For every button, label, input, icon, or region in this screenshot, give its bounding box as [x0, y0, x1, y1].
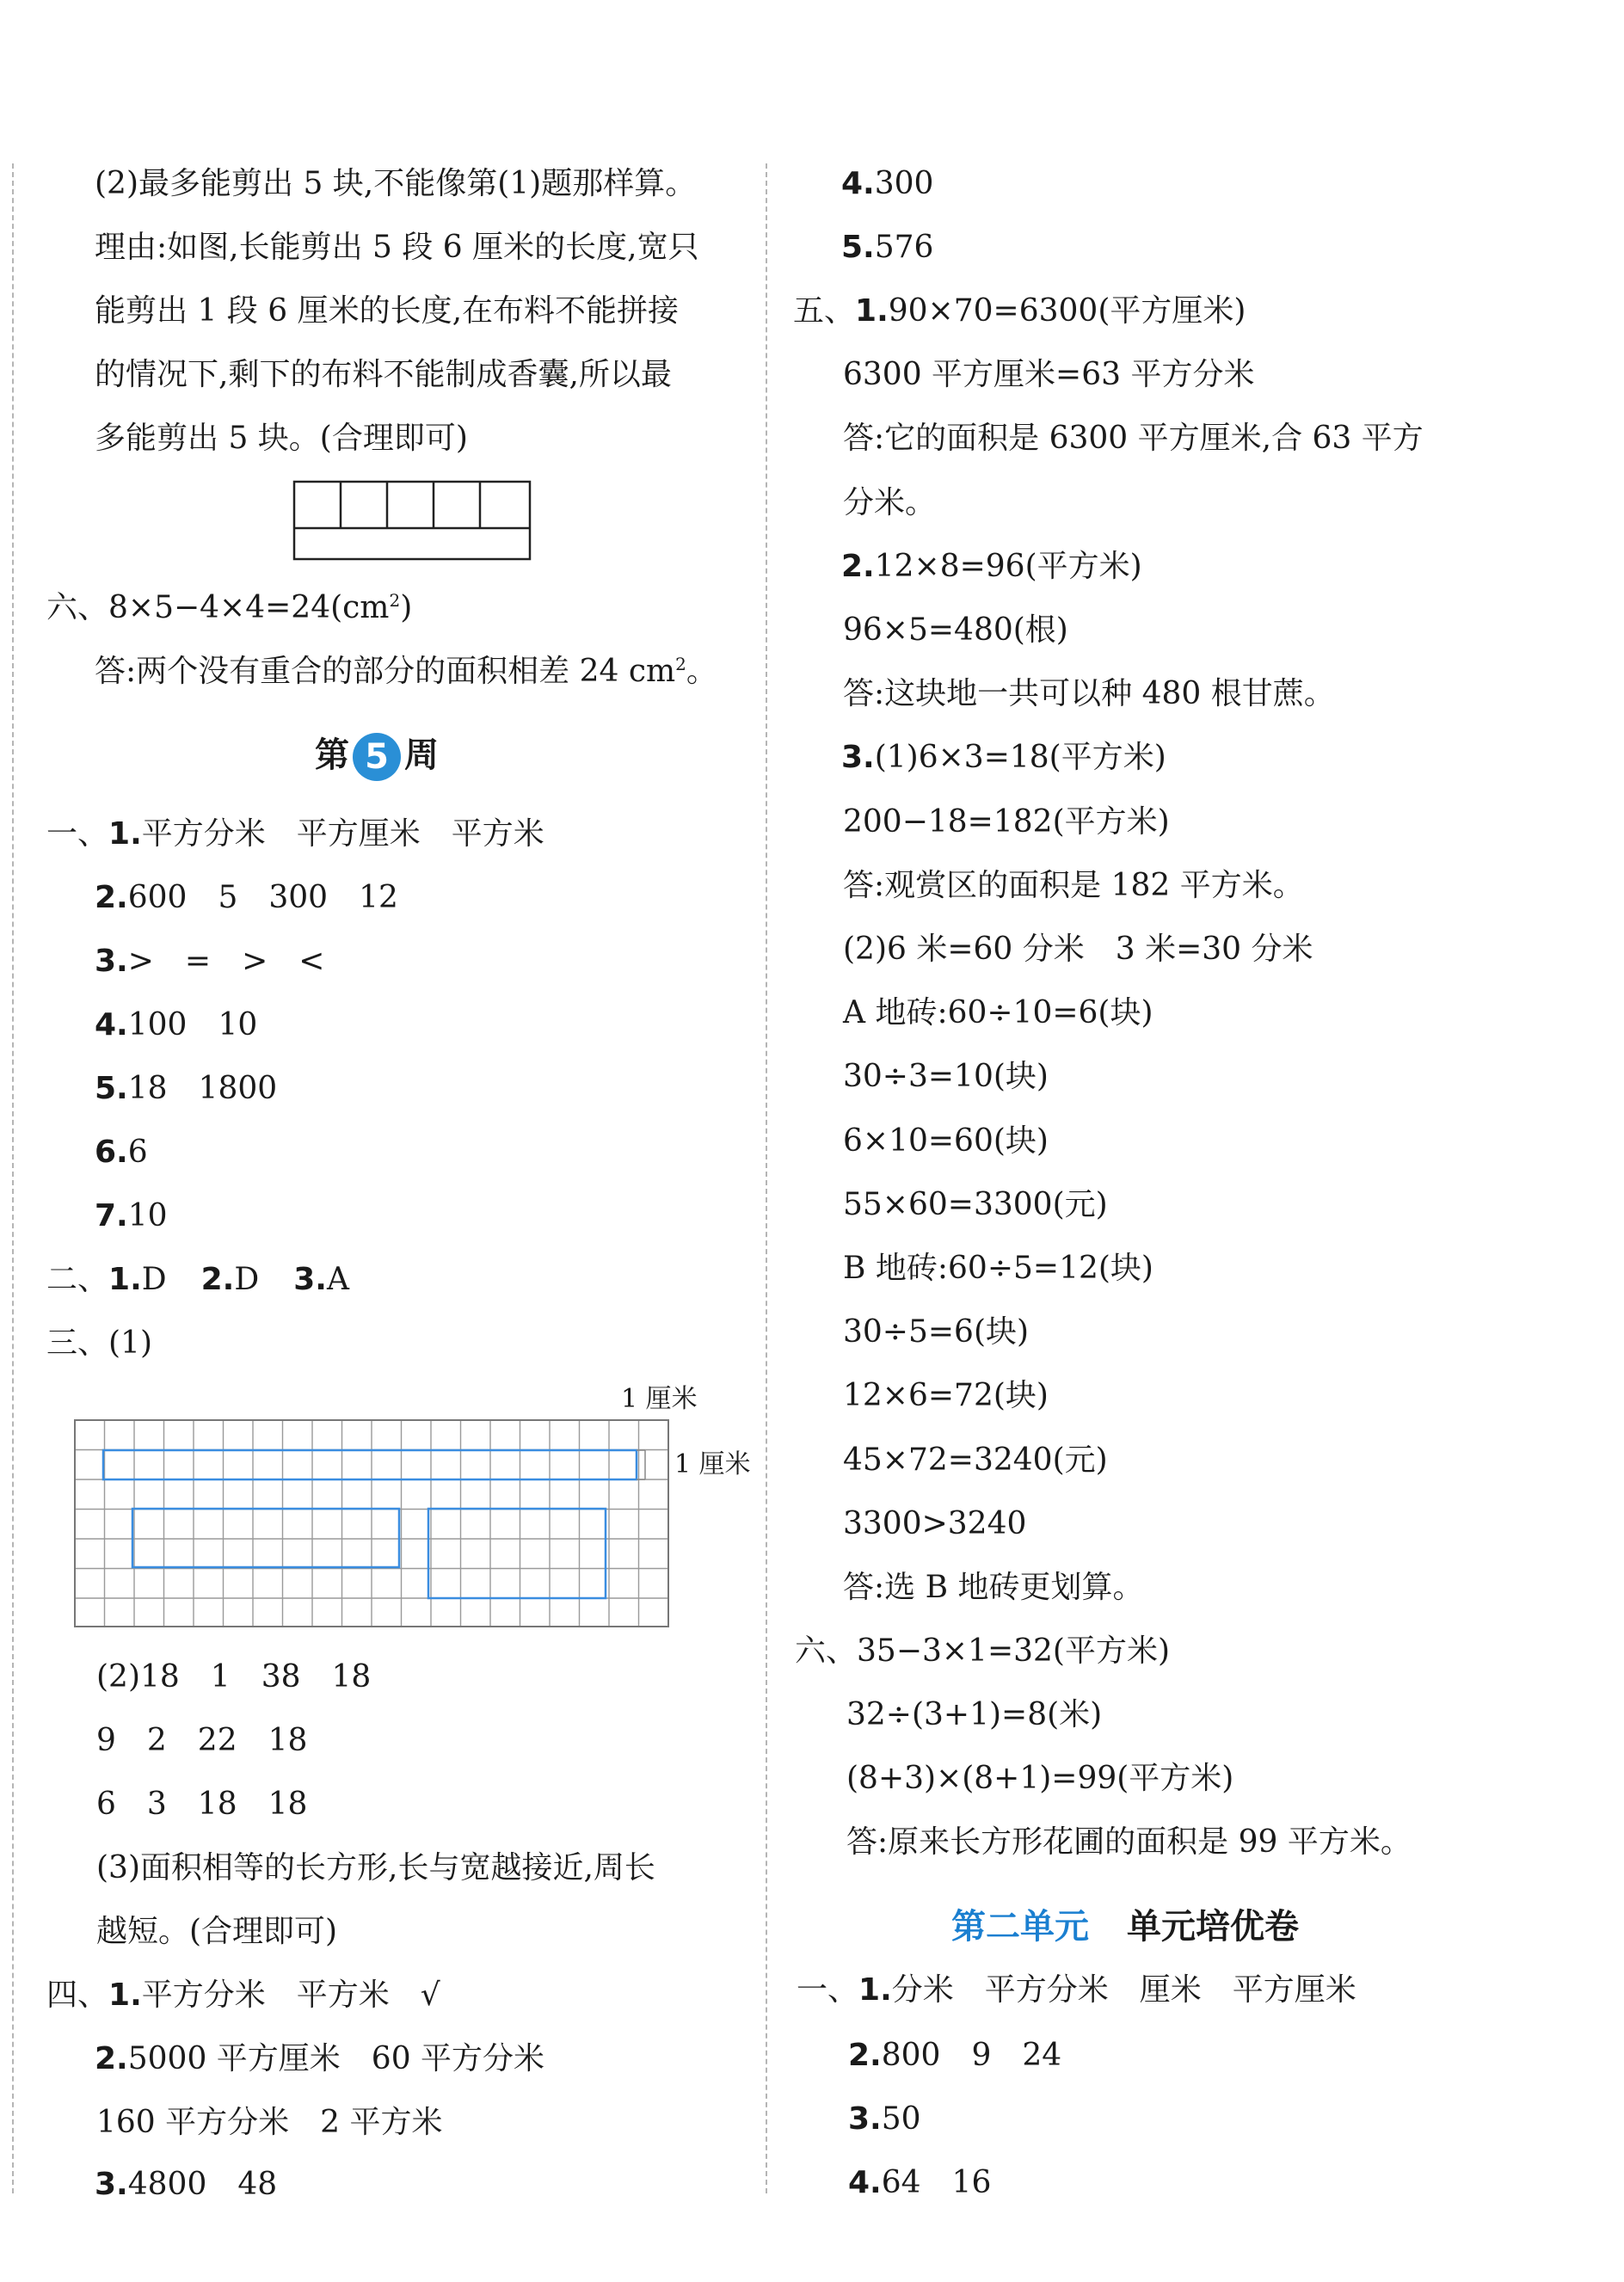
s4-num: 3. — [95, 2167, 128, 2202]
s5-line — [843, 485, 937, 520]
week-heading — [315, 728, 439, 781]
s5-text: (1)6×3=18(平方米) — [874, 740, 1166, 775]
grid-diagram — [74, 1419, 676, 1634]
s5-text: 分米。 — [843, 485, 937, 520]
s1-text: 18 1800 — [127, 1071, 278, 1106]
u1-row-3 — [848, 2101, 921, 2137]
s5-text: A 地砖:60÷10=6(块) — [843, 995, 1153, 1030]
s5-line — [843, 423, 1424, 454]
u1-num: 1. — [858, 1972, 892, 2008]
s5-text: 30÷3=10(块) — [843, 1059, 1049, 1094]
s5-text: 90×70=6300(平方厘米) — [888, 293, 1246, 329]
s1-text: 6 — [127, 1135, 148, 1170]
s2-num: 3. — [293, 1262, 327, 1297]
unit-heading-a: 第二单元 — [951, 1907, 1089, 1947]
right-top-5 — [841, 232, 933, 263]
u1-num: 3. — [848, 2101, 882, 2137]
right-top-num: 5. — [841, 230, 875, 265]
s5-line — [843, 995, 1153, 1030]
s5-line — [841, 551, 1142, 582]
u1-row-4 — [848, 2165, 992, 2200]
s3-label: 三、 — [46, 1326, 109, 1361]
s1-num: 4. — [95, 1007, 128, 1043]
s2-text: A — [326, 1262, 349, 1297]
unit-heading — [951, 1899, 1299, 1948]
s4-text: 5000 平方厘米 60 平方分米 — [127, 2041, 545, 2076]
right-top-num: 4. — [841, 166, 875, 201]
s5-line — [843, 676, 1335, 711]
s5-text: B 地砖:60÷5=12(块) — [843, 1251, 1153, 1286]
s5-line — [793, 293, 1246, 329]
s5-text: (2)6 米=60 分米 3 米=30 分米 — [843, 932, 1313, 967]
s5-text: 45×72=3240(元) — [843, 1442, 1108, 1478]
u1-row-1 — [797, 1972, 1356, 2008]
u1-text: 64 16 — [881, 2165, 992, 2200]
u1-text: 分米 平方分米 厘米 平方厘米 — [891, 1972, 1356, 2008]
u1-label: 一、 — [797, 1972, 859, 2008]
left-line-5: 多能剪出 5 块。(合理即可) — [95, 421, 468, 456]
s5-text: 答:它的面积是 6300 平方厘米,合 63 平方 — [843, 421, 1424, 456]
u1-text: 800 9 24 — [881, 2038, 1062, 2073]
s1-text: 平方分米 平方厘米 平方米 — [141, 816, 544, 852]
s1-text: 10 — [127, 1198, 168, 1233]
s1-num: 3. — [95, 944, 128, 979]
section-six-expr: 8×5−4×4=24(cm — [108, 590, 390, 625]
s2-row — [46, 1264, 349, 1295]
s6-text: 答:原来长方形花圃的面积是 99 平方米。 — [846, 1824, 1412, 1860]
s5-line — [843, 870, 1304, 901]
right-top-text: 300 — [874, 166, 934, 201]
s1-num: 1. — [108, 816, 142, 852]
s4-num: 2. — [95, 2041, 128, 2076]
s5-line — [843, 357, 1255, 392]
s2-text: D — [234, 1262, 260, 1297]
s1-row-1 — [46, 816, 544, 852]
s4-text: 4800 48 — [127, 2167, 278, 2202]
u1-text: 50 — [881, 2101, 921, 2137]
s4-label: 四、 — [46, 1978, 109, 2013]
s1-num: 7. — [95, 1198, 128, 1233]
s6-line — [795, 1633, 1171, 1669]
u1-num: 4. — [848, 2165, 882, 2200]
s4-num: 1. — [108, 1978, 142, 2013]
s5-line — [843, 1506, 1027, 1541]
s5-text: 12×8=96(平方米) — [874, 549, 1142, 584]
s5-text: 6×10=60(块) — [843, 1123, 1049, 1159]
cutting-diagram — [292, 480, 533, 563]
s5-text: 答:选 B 地砖更划算。 — [843, 1570, 1144, 1605]
s1-text: 100 10 — [127, 1007, 258, 1043]
s5-text: 6300 平方厘米=63 平方分米 — [843, 357, 1255, 392]
s5-text: 96×5=480(根) — [843, 612, 1068, 648]
s2-num: 1. — [108, 1262, 142, 1297]
s1-row-7 — [95, 1198, 168, 1233]
s6-text: (8+3)×(8+1)=99(平方米) — [846, 1761, 1234, 1796]
s5-line — [843, 934, 1313, 965]
u1-row-2 — [848, 2040, 1061, 2071]
section-six-answer-text: 答:两个没有重合的部分的面积相差 24 cm — [95, 654, 676, 689]
s5-text: 30÷5=6(块) — [843, 1314, 1030, 1350]
s1-row-6 — [95, 1137, 148, 1168]
s5-text: 12×6=72(块) — [843, 1378, 1049, 1413]
s4-row-4 — [95, 2169, 277, 2200]
s3-part3-a: (3)面积相等的长方形,长与宽越接近,周长 — [96, 1850, 655, 1885]
right-top-text: 576 — [874, 230, 934, 265]
s1-num: 5. — [95, 1071, 128, 1106]
left-line-2: 理由:如图,长能剪出 5 段 6 厘米的长度,宽只 — [95, 230, 699, 265]
s5-line — [843, 1378, 1049, 1413]
left-line-1: (2)最多能剪出 5 块,不能像第(1)题那样算。 — [95, 166, 697, 201]
s5-line — [843, 1187, 1108, 1222]
s5-line — [843, 612, 1068, 648]
s3-first-line — [46, 1328, 152, 1359]
section-six-answer-end: 。 — [686, 654, 717, 689]
s1-num: 6. — [95, 1135, 128, 1170]
s5-line — [843, 1253, 1153, 1284]
s3-row-3: 6 3 18 18 — [96, 1787, 308, 1822]
s5-text: 3300>3240 — [843, 1506, 1027, 1541]
week-number-badge: 5 — [353, 733, 401, 781]
s5-text: 答:观赏区的面积是 182 平方米。 — [843, 868, 1304, 903]
s5-text: 200−18=182(平方米) — [843, 804, 1170, 840]
s2-label: 二、 — [46, 1262, 109, 1297]
section-six-sup: 2 — [389, 590, 401, 611]
s1-row-2 — [95, 880, 398, 915]
week-heading-post: 周 — [404, 735, 439, 775]
s6-text: 32÷(3+1)=8(米) — [846, 1697, 1103, 1732]
s5-num: 3. — [841, 740, 875, 775]
s1-text: 600 5 300 12 — [127, 880, 398, 915]
s3-row-2: 9 2 22 18 — [96, 1723, 308, 1758]
unit-heading-b: 单元培优卷 — [1127, 1907, 1299, 1947]
left-line-3: 能剪出 1 段 6 厘米的长度,在布料不能拼接 — [95, 293, 680, 329]
left-line-4: 的情况下,剩下的布料不能制成香囊,所以最 — [95, 357, 672, 392]
section-six-label: 六、 — [46, 590, 109, 625]
s6-line — [846, 1824, 1412, 1860]
s1-num: 2. — [95, 880, 128, 915]
column-divider — [766, 163, 767, 2193]
s5-line — [843, 804, 1170, 840]
s6-text: 35−3×1=32(平方米) — [857, 1633, 1171, 1669]
s6-line — [846, 1763, 1233, 1794]
section-six-line — [46, 592, 412, 624]
week-heading-pre: 第 — [315, 735, 349, 775]
left-margin-line — [12, 163, 14, 2193]
grid-label-side: 1 厘米 — [674, 1449, 751, 1479]
s5-text: 55×60=3300(元) — [843, 1187, 1108, 1222]
grid-label-top: 1 厘米 — [621, 1384, 698, 1414]
s4-text: 平方分米 平方米 √ — [141, 1978, 440, 2013]
s3-row-1: (2)18 1 38 18 — [96, 1659, 372, 1695]
s4-row-1 — [46, 1980, 440, 2011]
section-six-expr-end: ) — [400, 590, 413, 625]
s2-num: 2. — [200, 1262, 235, 1297]
s1-row-5 — [95, 1073, 277, 1104]
s5-line — [841, 742, 1166, 773]
s1-text: > = > < — [127, 944, 325, 979]
s5-line — [843, 1314, 1030, 1350]
s5-num: 2. — [841, 549, 875, 584]
s1-label: 一、 — [46, 816, 109, 852]
s5-line — [843, 1442, 1108, 1478]
s5-line — [843, 1572, 1143, 1603]
s5-num: 1. — [855, 293, 889, 329]
s1-row-3 — [95, 946, 324, 977]
s3-part3-b: 越短。(合理即可) — [96, 1914, 338, 1949]
s5-line — [843, 1061, 1049, 1092]
u1-num: 2. — [848, 2038, 882, 2073]
s5-text: 答:这块地一共可以种 480 根甘蔗。 — [843, 676, 1335, 711]
s3-first: (1) — [108, 1326, 153, 1361]
s1-row-4 — [95, 1007, 258, 1043]
s4-text: 160 平方分米 2 平方米 — [96, 2105, 443, 2140]
s4-row-2 — [95, 2041, 545, 2076]
section-six-answer-sup: 2 — [675, 654, 686, 674]
s6-line — [846, 1697, 1103, 1732]
section-six-answer — [95, 655, 717, 687]
s5-line — [843, 1123, 1049, 1159]
s6-label: 六、 — [795, 1633, 858, 1669]
s2-text: D — [141, 1262, 167, 1297]
s5-label: 五、 — [793, 293, 856, 329]
s4-row-3 — [96, 2107, 443, 2138]
right-top-4 — [841, 166, 934, 201]
